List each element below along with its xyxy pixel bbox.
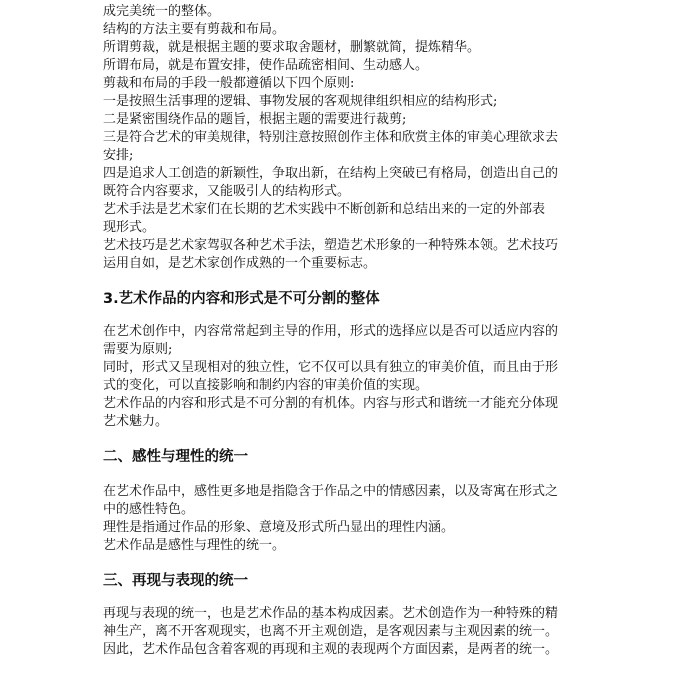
- paragraph-line: 二是紧密围绕作品的题旨，根据主题的需要进行裁剪;: [103, 112, 407, 127]
- paragraph-line: 再现与表现的统一，也是艺术作品的基本构成因素。艺术创造作为一种特殊的精: [103, 606, 559, 621]
- paragraph-line: 艺术技巧是艺术家驾驭各种艺术手法，塑造艺术形象的一种特殊本领。艺术技巧: [103, 238, 559, 253]
- paragraph-line: 安排;: [103, 148, 134, 163]
- paragraph-line: 艺术作品的内容和形式是不可分割的有机体。内容与形式和谐统一才能充分体现: [103, 396, 559, 411]
- paragraph-line: 艺术手法是艺术家们在长期的艺术实践中不断创新和总结出来的一定的外部表: [103, 202, 546, 217]
- paragraph-line: 剪裁和布局的手段一般都遵循以下四个原则:: [103, 76, 355, 91]
- paragraph-line: 成完美统一的整体。: [103, 4, 221, 19]
- paragraph-line: 结构的方法主要有剪裁和布局。: [103, 22, 286, 37]
- paragraph-line: 理性是指通过作品的形象、意境及形式所凸显出的理性内涵。: [103, 520, 455, 535]
- paragraph-line: 艺术魅力。: [103, 414, 169, 429]
- paragraph-line: 四是追求人工创造的新颖性，争取出新，在结构上突破已有格局，创造出自己的: [103, 166, 559, 181]
- paragraph-line: 式的变化，可以直接影响和制约内容的审美价值的实现。: [103, 378, 429, 393]
- paragraph-line: 所谓剪裁，就是根据主题的要求取舍题材，删繁就简，提炼精华。: [103, 40, 481, 55]
- paragraph-line: 在艺术创作中，内容常常起到主导的作用，形式的选择应以是否可以适应内容的: [103, 324, 559, 339]
- section-heading-two: 二、感性与理性的统一: [103, 449, 248, 465]
- paragraph-line: 同时，形式又呈现相对的独立性，它不仅可以具有独立的审美价值，而且由于形: [103, 360, 559, 375]
- paragraph-line: 现形式。: [103, 220, 156, 235]
- paragraph-line: 运用自如，是艺术家创作成熟的一个重要标志。: [103, 256, 377, 271]
- paragraph-line: 神生产，离不开客观现实，也离不开主观创造，是客观因素与主观因素的统一。: [103, 624, 559, 639]
- paragraph-line: 既符合内容要求，又能吸引人的结构形式。: [103, 184, 351, 199]
- paragraph-line: 所谓布局，就是布置安排，使作品疏密相间、生动感人。: [103, 58, 429, 73]
- paragraph-line: 三是符合艺术的审美规律，特别注意按照创作主体和欣赏主体的审美心理欲求去: [103, 130, 559, 145]
- paragraph-line: 在艺术作品中，感性更多地是指隐含于作品之中的情感因素，以及寄寓在形式之: [103, 484, 559, 499]
- paragraph-line: 需要为原则;: [103, 342, 173, 357]
- paragraph-line: 艺术作品是感性与理性的统一。: [103, 538, 286, 553]
- section-heading-three: 三、再现与表现的统一: [103, 573, 248, 589]
- paragraph-line: 中的感性特色。: [103, 502, 195, 517]
- paragraph-line: 一是按照生活事理的逻辑、事物发展的客观规律组织相应的结构形式;: [103, 94, 498, 109]
- paragraph-line: 因此，艺术作品包含着客观的再现和主观的表现两个方面因素，是两者的统一。: [103, 642, 559, 657]
- section-heading-3: 3.艺术作品的内容和形式是不可分割的整体: [103, 291, 380, 307]
